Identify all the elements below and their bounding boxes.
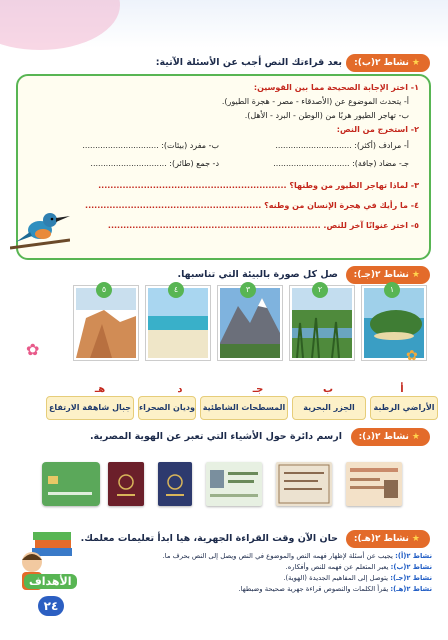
passport-red-image bbox=[108, 462, 144, 506]
page-number: ٢٤ bbox=[38, 596, 64, 616]
option-letter: جـ bbox=[252, 384, 264, 395]
activity-b-banner: ★نشاط ٢(ب): bbox=[346, 54, 430, 72]
activity-e-title: حان الآن وقت القراءة الجهرية، هيا ابدأ تعليمات معلمك. bbox=[80, 533, 338, 544]
passport-image bbox=[158, 462, 192, 506]
q2-d: د- جمع (طائر): .............................. bbox=[90, 159, 219, 168]
q1-heading: ١- اختر الإجابة الصحيحة مما بين القوسين: bbox=[253, 83, 419, 92]
q2-heading: ٢- استخرج من النص: bbox=[336, 125, 419, 134]
q3: ٣- لماذا تهاجر الطيور من وطنها؟ .............................................................. bbox=[98, 181, 419, 190]
goals-badge: الأهداف bbox=[24, 574, 77, 589]
id-document-image bbox=[346, 462, 402, 506]
photo-number: ٥ bbox=[96, 282, 112, 298]
goal-line: نشاط ٢(هـ): يقرأ الكلمات والنصوص قراءة جهرية صحيحة وضبطها. bbox=[238, 585, 432, 593]
q4: ٤- ما رأيك في هجرة الإنسان من وطنه؟ .......................................................... bbox=[85, 201, 419, 210]
q1-a: أ- يتحدث الموضوع عن (الأصدقاء - مصر - هجرة الطيور). bbox=[221, 97, 409, 106]
photo-number: ٢ bbox=[312, 282, 328, 298]
photo-number: ١ bbox=[384, 282, 400, 298]
license-card-image bbox=[206, 462, 262, 506]
option-desert-valleys: وديان الصحراء bbox=[138, 396, 196, 420]
option-shorelines: المسطحات الشاطئية bbox=[200, 396, 288, 420]
goal-line: نشاط ٢(ب): يعبر المتعلم عن فهمه للنص وأفكاره. bbox=[285, 563, 432, 571]
questions-box bbox=[16, 74, 431, 260]
option-letter: ب bbox=[322, 384, 334, 395]
flower-icon: ✿ bbox=[26, 340, 40, 359]
option-letter: أ bbox=[400, 384, 404, 395]
goal-line: نشاط ٢(أ): يجيب عن أسئلة لإظهار فهمه النص والموضوع في النص ويصل إلى النص بحرف ما. bbox=[162, 552, 432, 560]
photo-number: ٣ bbox=[240, 282, 256, 298]
activity-e-banner: ★نشاط ٢(هـ): bbox=[346, 530, 430, 548]
q2-c: جـ- مضاد (جافة): .............................. bbox=[273, 159, 409, 168]
activity-d-title: ارسم دائرة حول الأشياء التي تعبر عن الهوية المصرية. bbox=[89, 431, 342, 442]
certificate-image bbox=[276, 462, 332, 506]
activity-c-banner: ★نشاط ٢(جـ): bbox=[346, 266, 430, 284]
option-letter: هـ bbox=[94, 384, 106, 395]
star-icon: ★ bbox=[411, 270, 420, 280]
option-wetlands: الأراضي الرطبة bbox=[370, 396, 438, 420]
photo-number: ٤ bbox=[168, 282, 184, 298]
goal-line: نشاط ٢(جـ): يتوصل إلى المفاهيم الجديدة (الهوية). bbox=[283, 574, 432, 582]
q5: ٥- اختر عنوانًا آخر للنص. ...................................................................... bbox=[107, 221, 419, 230]
star-icon: ★ bbox=[411, 534, 420, 544]
activity-c-title: صل كل صورة بالبيئة التي تناسبها. bbox=[177, 269, 338, 280]
option-high-mountains: جبال شاهقة الارتفاع bbox=[46, 396, 134, 420]
bank-card-image bbox=[42, 462, 100, 506]
q2-a: أ- مرادف (أكثر): .............................. bbox=[275, 141, 409, 150]
option-islands: الجزر البحرية bbox=[292, 396, 366, 420]
star-icon: ★ bbox=[411, 58, 420, 68]
activity-d-banner: ★نشاط ٢(د): bbox=[351, 428, 430, 446]
q1-b: ب- تهاجر الطيور هربًا من (الوطن - البرد - الأهل). bbox=[244, 111, 409, 120]
goals-list bbox=[80, 550, 432, 598]
kingfisher-bird-image bbox=[10, 198, 70, 258]
flower-icon: ✿ bbox=[406, 348, 418, 364]
option-letter: د bbox=[177, 384, 183, 395]
star-icon: ★ bbox=[411, 432, 420, 442]
q2-b: ب- مفرد (بيئات): .............................. bbox=[82, 141, 219, 150]
activity-b-title: بعد قراءتك النص أجب عن الأسئلة الآتية: bbox=[155, 57, 342, 68]
